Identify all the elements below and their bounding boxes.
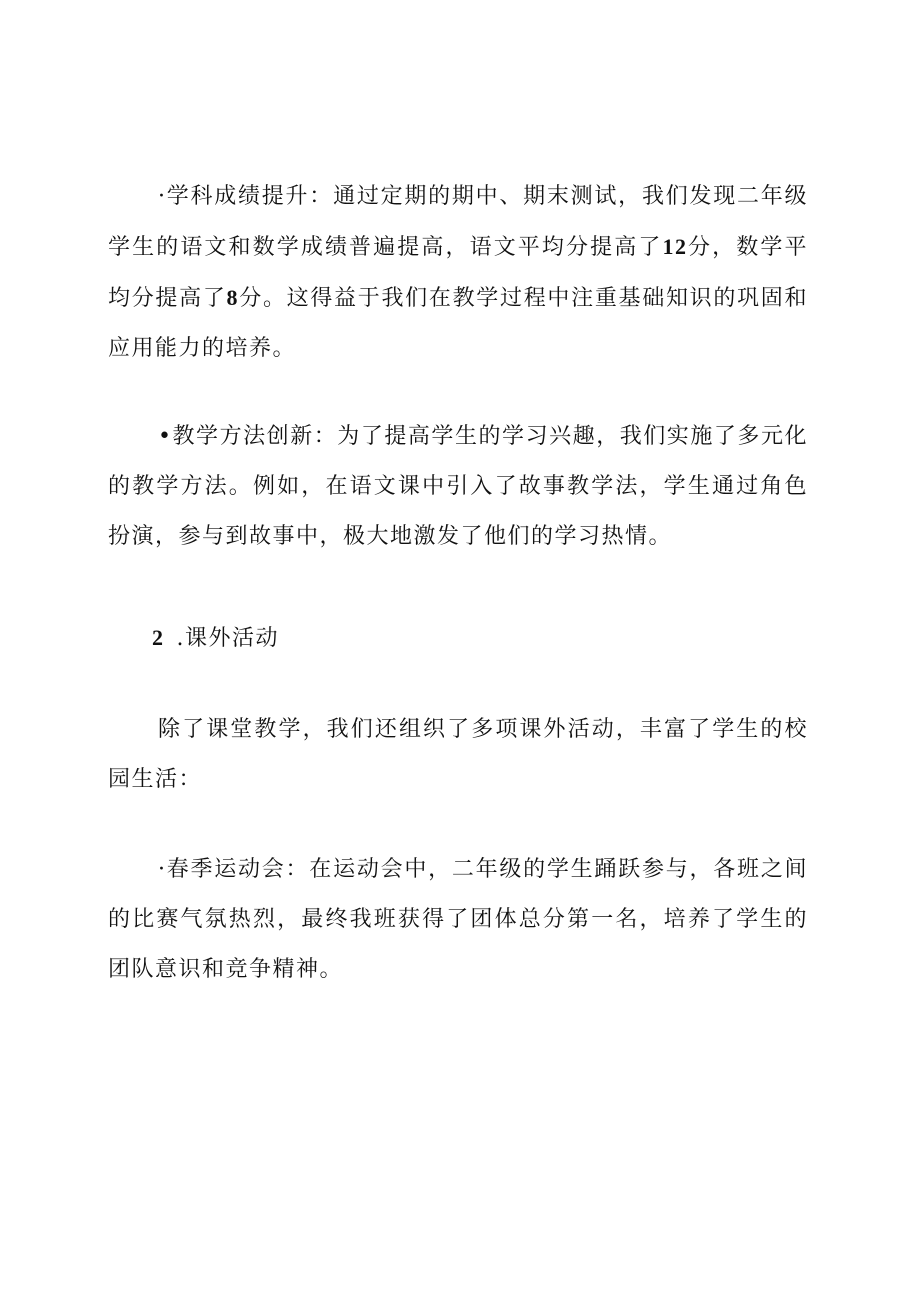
section-number: 2 xyxy=(152,625,165,650)
paragraph-teaching-innovation: •教学方法创新：为了提高学生的学习兴趣，我们实施了多元化的教学方法。例如，在语文课中引入了故事教学法，学生通过角色扮演，参与到故事中，极大地激发了他们的学习热情。 xyxy=(108,424,808,549)
paragraph-sports-meeting: ·春季运动会：在运动会中，二年级的学生踊跃参与，各班之间的比赛气氛热烈，最终我班获得了团体总分第一名，培养了学生的团队意识和竞争精神。 xyxy=(108,857,808,982)
math-score-increase: 8 xyxy=(226,285,240,310)
section-heading xyxy=(152,613,279,664)
paragraph-text: ·学科成绩提升：通过定期的期中、期末测试，我们发现二年级学生的语文和数学成绩普遍提高，语文平均分提高了 xyxy=(108,184,808,260)
chinese-score-increase: 12 xyxy=(662,234,688,259)
paragraph-academic-performance xyxy=(108,172,808,374)
section-title: .课外活动 xyxy=(176,626,279,651)
paragraph-text: 分。这得益于我们在教学过程中注重基础知识的巩固和应用能力的培养。 xyxy=(108,286,808,361)
paragraph-extracurricular-intro: 除了课堂教学，我们还组织了多项课外活动，丰富了学生的校园生活： xyxy=(108,717,808,792)
paragraph-text: 分，数学平均分提高了 xyxy=(108,235,808,311)
